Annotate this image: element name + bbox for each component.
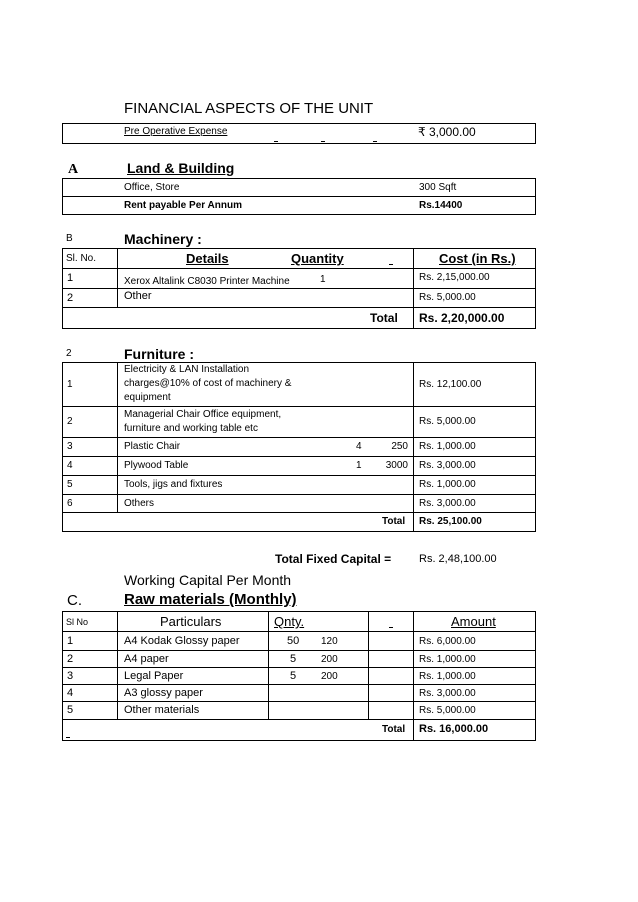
pre-operative-amount: ₹ 3,000.00	[418, 125, 476, 139]
machinery-row-details: Other	[124, 290, 152, 302]
furniture-row-rate: 3000	[385, 460, 408, 471]
raw-total-value: Rs. 16,000.00	[419, 723, 489, 735]
section-a-row-label: Office, Store	[124, 182, 180, 193]
section-a-letter: A	[68, 162, 79, 177]
furniture-row-item: Plywood Table	[124, 460, 189, 471]
raw-row-sl: 5	[67, 704, 74, 716]
furniture-row-rate: 250	[391, 441, 408, 452]
raw-row-rate: 200	[321, 671, 338, 682]
machinery-header-details: Details	[186, 251, 229, 266]
furniture-row-line: furniture and working table etc	[124, 423, 258, 434]
furniture-number: 2	[66, 348, 72, 359]
raw-header-particulars: Particulars	[160, 614, 222, 629]
machinery-header-cost: Cost (in Rs.)	[439, 251, 516, 266]
furniture-row-sl: 5	[67, 479, 73, 490]
machinery-row-cost: Rs. 5,000.00	[419, 292, 476, 303]
furniture-row-line: Electricity & LAN Installation	[124, 364, 250, 375]
section-a-heading: Land & Building	[127, 160, 235, 176]
raw-row-item: A4 paper	[124, 653, 169, 665]
furniture-row-qty: 1	[356, 460, 362, 471]
furniture-row-sl: 2	[67, 416, 73, 427]
raw-row-amount: Rs. 5,000.00	[419, 705, 476, 716]
machinery-header-quantity: Quantity	[291, 251, 344, 266]
furniture-row-line: charges@10% of cost of machinery &	[124, 378, 292, 389]
furniture-row-line: equipment	[124, 392, 171, 403]
section-c-letter: C.	[67, 592, 82, 609]
working-capital-title: Working Capital Per Month	[124, 572, 292, 588]
fixed-capital-value: Rs. 2,48,100.00	[419, 553, 497, 565]
raw-row-item: A3 glossy paper	[124, 687, 203, 699]
machinery-row-sl: 1	[67, 272, 74, 284]
raw-row-qty: 5	[290, 670, 297, 682]
furniture-row-item: Tools, jigs and fixtures	[124, 479, 223, 490]
raw-row-amount: Rs. 1,000.00	[419, 671, 476, 682]
furniture-total-label: Total	[382, 516, 406, 527]
section-a-row-value: 300 Sqft	[419, 182, 457, 193]
furniture-total-value: Rs. 25,100.00	[419, 516, 482, 527]
furniture-row-sl: 4	[67, 460, 73, 471]
raw-row-sl: 2	[67, 653, 74, 665]
furniture-row-cost: Rs. 12,100.00	[419, 379, 482, 390]
furniture-row-sl: 3	[67, 441, 73, 452]
section-b-letter: B	[66, 233, 73, 244]
raw-row-sl: 1	[67, 635, 74, 647]
raw-row-item: Other materials	[124, 704, 200, 716]
raw-header-sl: Sl No	[66, 617, 89, 627]
machinery-header-sl: Sl. No.	[66, 253, 97, 264]
raw-row-sl: 4	[67, 687, 74, 699]
raw-row-sl: 3	[67, 670, 74, 682]
raw-total-label: Total	[382, 724, 406, 735]
machinery-row-qty: 1	[320, 274, 326, 285]
machinery-row-cost: Rs. 2,15,000.00	[419, 272, 490, 283]
furniture-row-cost: Rs. 1,000.00	[419, 479, 476, 490]
machinery-total-value: Rs. 2,20,000.00	[419, 311, 505, 325]
furniture-row-cost: Rs. 3,000.00	[419, 460, 476, 471]
section-a-row-value: Rs.14400	[419, 200, 463, 211]
furniture-row-cost: Rs. 1,000.00	[419, 441, 476, 452]
raw-row-qty: 5	[290, 653, 297, 665]
raw-row-amount: Rs. 6,000.00	[419, 636, 476, 647]
machinery-row-sl: 2	[67, 292, 74, 304]
raw-row-amount: Rs. 3,000.00	[419, 688, 476, 699]
raw-row-qty: 50	[287, 635, 300, 647]
raw-row-amount: Rs. 1,000.00	[419, 654, 476, 665]
furniture-row-cost: Rs. 5,000.00	[419, 416, 476, 427]
raw-header-amount: Amount	[451, 614, 496, 629]
raw-row-item: Legal Paper	[124, 670, 184, 682]
furniture-row-sl: 1	[67, 379, 73, 390]
machinery-row-details: Xerox Altalink C8030 Printer Machine	[124, 276, 290, 287]
furniture-row-item: Plastic Chair	[124, 441, 181, 452]
furniture-heading: Furniture :	[124, 346, 194, 362]
furniture-row-item: Others	[124, 498, 155, 509]
fixed-capital-label: Total Fixed Capital =	[275, 552, 392, 566]
furniture-row-sl: 6	[67, 498, 73, 509]
page-title: FINANCIAL ASPECTS OF THE UNIT	[124, 100, 374, 117]
raw-row-rate: 120	[321, 636, 338, 647]
furniture-row-line: Managerial Chair Office equipment,	[124, 409, 282, 420]
furniture-row-qty: 4	[356, 441, 362, 452]
machinery-total-label: Total	[370, 311, 398, 325]
raw-header-qnty: Qnty.	[274, 614, 305, 629]
raw-row-item: A4 Kodak Glossy paper	[124, 635, 240, 647]
section-b-heading: Machinery :	[124, 231, 202, 247]
section-a-row-label: Rent payable Per Annum	[124, 200, 242, 211]
pre-operative-label: Pre Operative Expense	[124, 126, 228, 137]
raw-row-rate: 200	[321, 654, 338, 665]
furniture-row-cost: Rs. 3,000.00	[419, 498, 476, 509]
section-c-heading: Raw materials (Monthly)	[124, 591, 297, 608]
